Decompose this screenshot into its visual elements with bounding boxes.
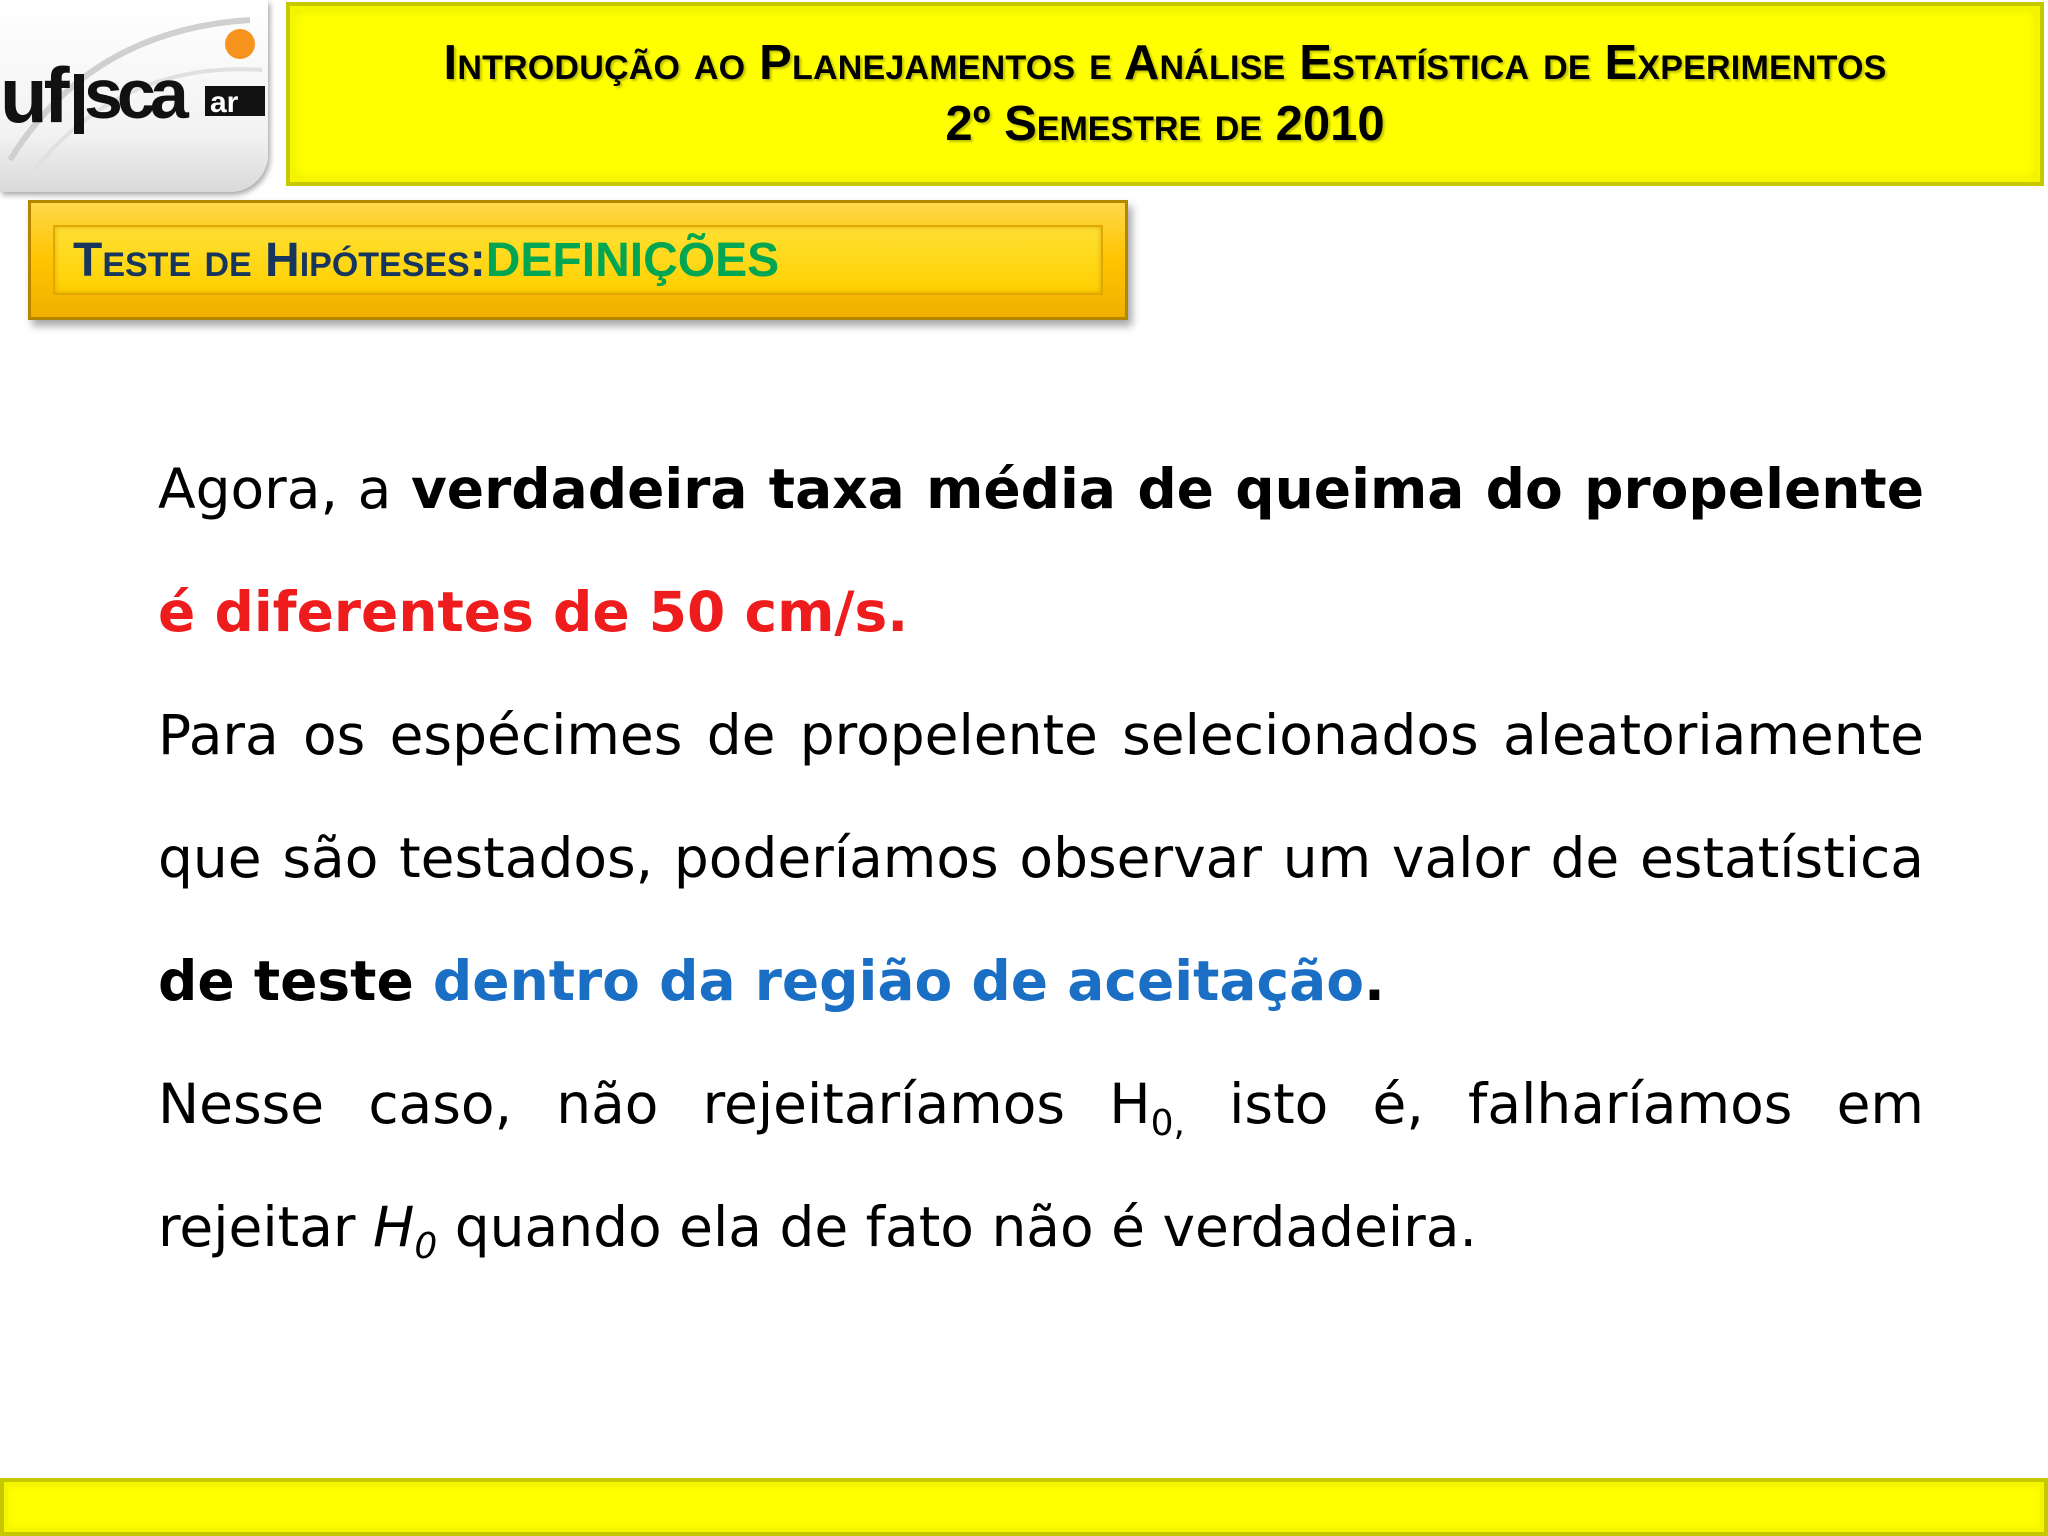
p2-text: Para os espécimes de propelente selecionados aleatoriamente que são testados, poderíamos observar um valor de estatística xyxy=(158,703,1924,890)
p1-red: é diferentes de 50 cm/s. xyxy=(158,580,909,644)
p3-sub-2: 0 xyxy=(414,1226,438,1267)
logo-orange-dot xyxy=(225,29,255,59)
p2-period: . xyxy=(1364,949,1385,1013)
header-banner xyxy=(286,2,2044,186)
paragraph-1 xyxy=(158,428,1924,674)
section-title-box xyxy=(28,200,1128,320)
section-title-accent: DEFINIÇÕES xyxy=(485,233,780,287)
p1-text: Agora, a xyxy=(158,457,411,521)
footer-bar xyxy=(0,1478,2048,1536)
p3-text-3: quando ela de fato não é verdadeira. xyxy=(437,1195,1477,1259)
p3-text-1: Nesse caso, não rejeitaríamos H xyxy=(158,1072,1151,1136)
p3-h: H xyxy=(373,1195,415,1259)
p2-bold: de teste xyxy=(158,949,433,1013)
paragraph-3 xyxy=(158,1043,1924,1289)
paragraph-2 xyxy=(158,674,1924,1043)
ufscar-logo xyxy=(0,0,268,192)
slide-body xyxy=(158,428,1924,1289)
p3-sub-1: 0, xyxy=(1150,1103,1185,1144)
p1-bold: verdadeira taxa média de queima do propelente xyxy=(410,457,1924,521)
semester-title: 2º Semestre de 2010 xyxy=(945,97,1385,151)
section-title-inner xyxy=(53,225,1103,295)
p2-blue: dentro da região de aceitação xyxy=(432,949,1365,1013)
svg-text:sca: sca xyxy=(84,55,183,133)
svg-text:uf: uf xyxy=(0,51,66,139)
p3-text-2: isto é, falharíamos em rejeitar xyxy=(158,1072,1924,1259)
svg-text:ar: ar xyxy=(210,86,239,119)
course-title: Introdução ao Planejamentos e Análise Estatística de Experimentos xyxy=(443,35,1887,90)
ufscar-logo-mark xyxy=(0,0,268,192)
section-title-text: Teste de Hipóteses: xyxy=(73,233,486,287)
